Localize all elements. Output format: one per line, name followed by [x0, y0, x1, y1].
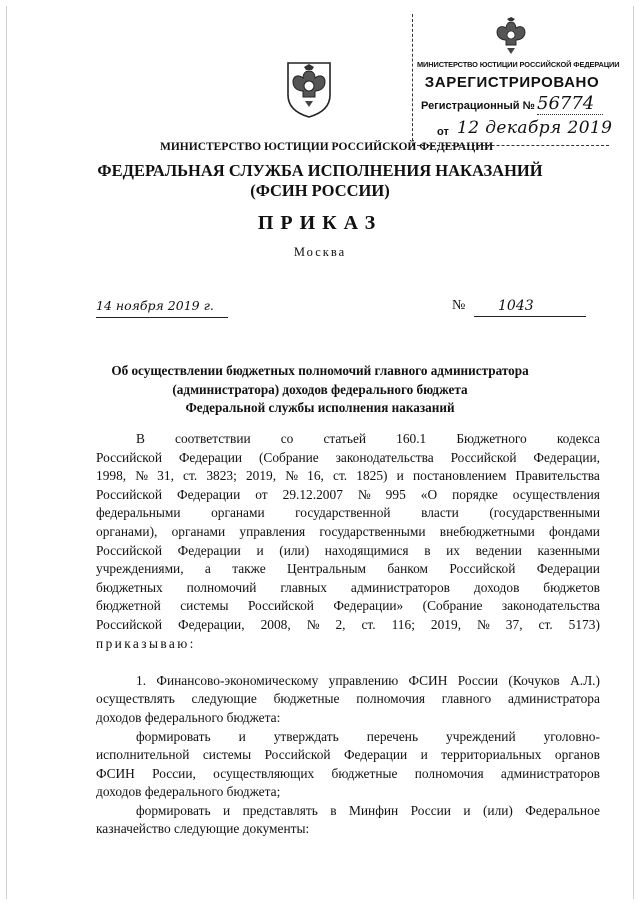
word: и: [256, 542, 264, 558]
word: администратора: [507, 691, 600, 707]
word: (или): [279, 542, 310, 558]
word: Федерации»: [333, 598, 404, 614]
word: органами: [211, 505, 265, 521]
word: России,: [152, 765, 196, 781]
word: а: [204, 561, 211, 577]
word: исполнительной: [96, 747, 190, 763]
word: Российской: [96, 616, 162, 632]
word: органами: [171, 523, 226, 539]
word: №: [477, 616, 490, 632]
word: 995: [385, 486, 406, 502]
word: 2,: [335, 616, 346, 632]
word: перечень: [366, 728, 419, 744]
text-line: доходов федерального бюджета:: [96, 709, 281, 725]
word: 3823;: [206, 468, 237, 484]
word: Федерации: [177, 542, 241, 558]
text-line: доходов федерального бюджета;: [96, 784, 281, 800]
text-line: [96, 504, 600, 523]
word: ст.: [333, 468, 348, 484]
word: власти: [421, 505, 459, 521]
word: (Собрание: [422, 598, 483, 614]
word: системы: [180, 598, 229, 614]
word: законодательства: [335, 449, 434, 465]
word: 5173): [568, 616, 600, 632]
word: полномочия: [356, 691, 426, 707]
word: 2019,: [245, 468, 277, 484]
agency-name: ФЕДЕРАЛЬНАЯ СЛУЖБА ИСПОЛНЕНИЯ НАКАЗАНИЙ: [97, 161, 543, 180]
word: 2008,: [260, 616, 291, 632]
stamp-emblem-icon: [491, 16, 531, 58]
word: 1.: [136, 672, 147, 688]
word: федеральными: [96, 505, 181, 521]
word: 2019,: [430, 616, 462, 632]
word: управления: [239, 523, 306, 539]
word: со: [280, 431, 294, 446]
registration-stamp: [412, 14, 620, 146]
word: Российской: [450, 449, 517, 465]
word: банком: [387, 561, 429, 577]
text-line: [96, 449, 600, 468]
stamp-reg-number: 56774: [537, 94, 603, 115]
word: кодекса: [556, 431, 600, 446]
word: осуществлять: [96, 691, 175, 707]
word: ФСИН: [408, 672, 448, 688]
word: утверждать: [273, 728, 339, 744]
word: №: [135, 468, 149, 484]
word: (Кочуков: [508, 672, 560, 688]
word: администраторов: [350, 579, 450, 595]
text-line: [96, 523, 600, 542]
word: России: [410, 802, 451, 818]
order-title: [90, 362, 550, 418]
word: от: [255, 486, 268, 502]
title-line: Об осуществлении бюджетных полномочий главного администратора: [111, 363, 529, 378]
word: формировать: [136, 802, 211, 818]
word: России: [457, 672, 499, 688]
word: постановлением: [412, 468, 507, 484]
stamp-registered-label: ЗАРЕГИСТРИРОВАНО: [424, 74, 600, 91]
word: ст.: [538, 616, 553, 632]
word: и: [463, 802, 471, 818]
text-line: казначейство следующие документы:: [96, 821, 310, 837]
word: также: [232, 561, 266, 577]
word: Минфин: [348, 802, 399, 818]
text-line: [96, 672, 600, 691]
word: 29.12.2007: [282, 486, 343, 502]
word: 1825): [356, 468, 388, 484]
word: уголовно-: [543, 728, 600, 744]
title-line: Федеральной службы исполнения наказаний: [185, 400, 455, 415]
word: ведении: [475, 542, 522, 558]
word: (или): [482, 802, 513, 818]
ministry-name: МИНИСТЕРСТВО ЮСТИЦИИ РОССИЙСКОЙ ФЕДЕРАЦИИ: [160, 141, 494, 153]
order-number-label: №: [452, 298, 466, 313]
word: и: [396, 468, 404, 484]
word: Российской: [96, 542, 162, 558]
word: главного: [441, 691, 492, 707]
word: представлять: [242, 802, 318, 818]
word: главных: [280, 579, 327, 595]
decree-word: приказываю:: [96, 635, 196, 651]
title-line: (администратора) доходов федерального бюджета: [172, 381, 468, 397]
stamp-date-label: от: [437, 126, 449, 138]
word: системы: [202, 747, 252, 763]
word: учреждений: [446, 728, 516, 744]
word: 1998,: [96, 468, 127, 484]
order-body: [96, 430, 600, 839]
word: 16,: [307, 468, 324, 484]
word: законодательства: [501, 598, 600, 614]
coat-of-arms-icon: [284, 57, 334, 119]
text-line: [96, 542, 600, 561]
word: Федеральное: [525, 802, 600, 818]
word: В: [136, 431, 145, 446]
word: Российской: [449, 561, 516, 577]
word: Российской: [96, 449, 162, 465]
stamp-ministry: МИНИСТЕРСТВО ЮСТИЦИИ РОССИЙСКОЙ ФЕДЕРАЦИИ: [417, 60, 620, 69]
word: Российской: [96, 486, 162, 502]
city: Москва: [293, 245, 347, 259]
text-line: [96, 746, 600, 765]
document-type: ПРИКАЗ: [257, 212, 383, 234]
text-line: [96, 690, 600, 709]
word: статьей: [323, 431, 367, 446]
word: учреждениями,: [96, 561, 184, 577]
word: Российской: [247, 598, 314, 614]
word: соответствии: [175, 431, 251, 446]
text-line: [96, 560, 600, 579]
word: 31,: [157, 468, 174, 484]
word: бюджетные: [331, 765, 398, 781]
word: Федерации,: [533, 449, 600, 465]
word: их: [446, 542, 461, 558]
text-line: [96, 579, 600, 598]
word: государственными: [319, 523, 426, 539]
order-date: 14 ноября 2019 г.: [96, 296, 228, 318]
word: Финансово-экономическому: [156, 672, 319, 688]
word: казенными: [537, 542, 600, 558]
word: 37,: [505, 616, 523, 632]
word: Российской: [264, 747, 331, 763]
word: в: [330, 802, 337, 818]
word: бюджетных: [96, 579, 163, 595]
word: осуществления: [512, 486, 600, 502]
word: (государственными: [489, 505, 600, 521]
word: Правительства: [515, 468, 600, 484]
word: полномочий: [186, 579, 257, 595]
word: 160.1: [396, 431, 427, 446]
word: и: [238, 728, 246, 744]
stamp-reg-label: Регистрационный №: [421, 100, 535, 112]
word: «О: [420, 486, 438, 502]
paragraph-gap: [96, 653, 600, 672]
word: фондами: [549, 523, 600, 539]
text-line: [96, 597, 600, 616]
word: доходов: [473, 579, 520, 595]
word: бюджетные: [273, 691, 340, 707]
text-line: [96, 728, 600, 747]
word: государственной: [295, 505, 391, 521]
word: Центральным: [287, 561, 367, 577]
word: территориальных: [441, 747, 542, 763]
word: 116;: [391, 616, 415, 632]
text-line: [96, 467, 600, 486]
word: Федерации: [343, 747, 408, 763]
order-number: 1043: [474, 296, 586, 317]
word: №: [285, 468, 298, 484]
word: (Собрание: [258, 449, 319, 465]
word: полномочия: [414, 765, 484, 781]
word: ст.: [183, 468, 198, 484]
word: Федерации: [536, 561, 600, 577]
word: №: [357, 486, 371, 502]
word: бюджетной: [96, 598, 161, 614]
word: бюджетов: [543, 579, 600, 595]
text-line: [96, 486, 600, 505]
word: и: [420, 747, 428, 763]
word: порядке: [452, 486, 498, 502]
word: Бюджетного: [456, 431, 527, 446]
text-line: [96, 765, 600, 784]
word: органов: [554, 747, 600, 763]
word: следующие: [191, 691, 257, 707]
word: находящимися: [324, 542, 409, 558]
text-line: [96, 802, 600, 821]
word: Федерации: [178, 449, 243, 465]
word: ст.: [361, 616, 376, 632]
word: Федерации: [177, 486, 241, 502]
word: №: [306, 616, 320, 632]
word: осуществляющих: [213, 765, 315, 781]
text-line: [96, 616, 600, 635]
text-line: [96, 430, 600, 449]
word: и: [223, 802, 231, 818]
stamp-date: 12 декабря 2019: [457, 118, 613, 138]
word: администраторов: [500, 765, 600, 781]
word: А.Л.): [570, 672, 600, 688]
word: органами),: [96, 523, 158, 539]
word: формировать: [136, 728, 211, 744]
agency-abbreviation: (ФСИН РОССИИ): [250, 181, 390, 200]
word: управлению: [328, 672, 399, 688]
word: внебюджетными: [439, 523, 535, 539]
word: Федерации,: [177, 616, 245, 632]
word: ФСИН: [96, 765, 135, 781]
word: в: [424, 542, 431, 558]
